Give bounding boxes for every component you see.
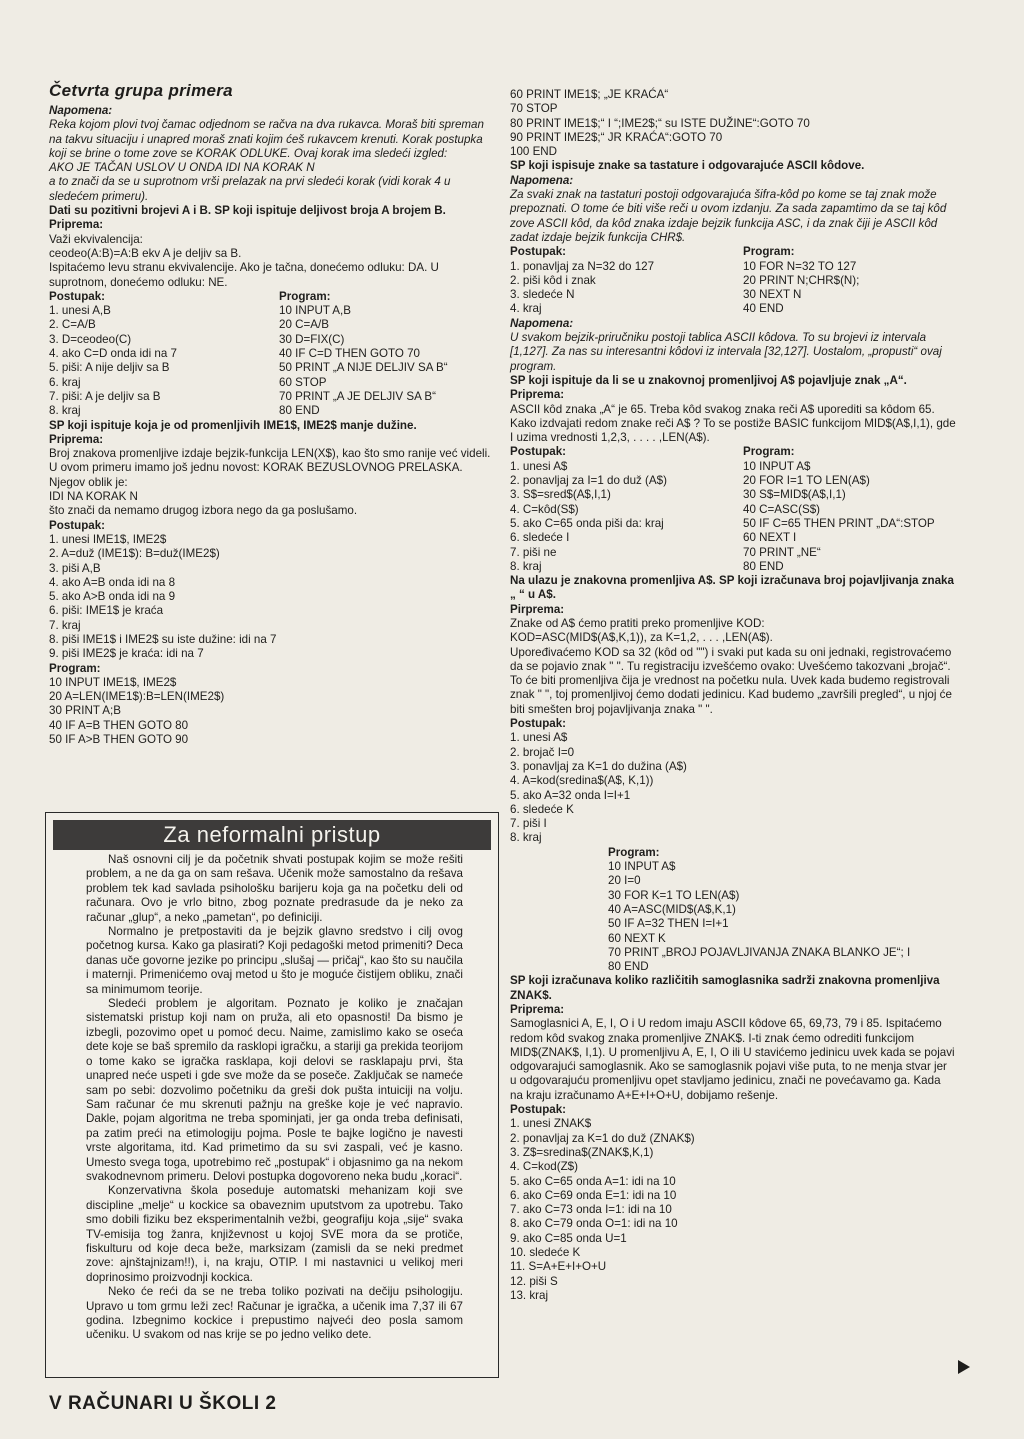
program-line: 30 S$=MID$(A$,I,1) [743,488,846,502]
box-title: Za neformalni pristup [53,820,491,850]
ex1-prep-line: Važi ekvivalencija: [49,232,143,246]
step: 7. piši I [510,817,547,831]
step: 2. brojač I=0 [510,745,575,759]
step: 2. ponavljaj za I=1 do duž (A$) [510,474,667,488]
postupak-label: Postupak: [510,717,567,731]
example-2-heading: SP koji ispituje koja je od promenljivih IME1$, IME2$ manje dužine. [49,418,417,432]
section-title: Četvrta grupa primera [49,81,233,100]
program-line: 10 INPUT A$ [608,860,676,874]
ex2-prep-line: što znači da nemamo drugog izbora nego da ga poslušamo. [49,504,358,518]
program-line: 20 PRINT N;CHR$(N); [743,273,860,287]
prep-label: Priprema: [49,432,104,446]
step: 5. ako A=32 onda I=I+1 [510,788,631,802]
page-footer: V RAČUNARI U ŠKOLI 2 [49,1393,277,1414]
program-line: 50 IF C=65 THEN PRINT „DA“:STOP [743,516,935,530]
example-5-heading: Na ulazu je znakovna promenljiva A$. SP koji izračunava broj pojavljivanja znaka „ “ u A$. [510,574,954,602]
program-line: 30 D=FIX(C) [279,332,345,346]
program-label: Program: [743,245,795,259]
ex2-prep-line: Broj znakova promenljive izdaje bejzik-funkcija LEN(X$), kao što smo ranije već videli. U ovom primeru imamo još jednu novost: KORAK BEZUSLOVNOG PRELASKA. Njegov oblik je: [49,447,491,489]
program-line: 10 INPUT IME1$, IME2$ [49,675,177,689]
ex4-columns [510,445,956,574]
step: 3. D=ceodeo(C) [49,332,132,346]
step: 5. ako C=65 onda piši da: kraj [510,516,664,530]
step: 12. piši S [510,1274,558,1288]
program-line: 80 PRINT IME1$;“ I “;IME2$;“ su ISTE DUŽINE“:GOTO 70 [510,116,810,130]
step: 8. kraj [510,831,542,845]
step: 6. kraj [49,375,81,389]
postupak-label: Postupak: [510,245,567,259]
step: 3. piši A,B [49,561,101,575]
prep-label: Priprema: [510,388,565,402]
step: 9. piši IME2$ je kraća: idi na 7 [49,647,204,661]
ex1-prep-line: Ispitaćemo levu stranu ekvivalencije. Ako je tačna, donećemo odluku: DA. U suprotnom, donećemo odluku: NE. [49,261,439,289]
step: 5. ako A>B onda idi na 9 [49,590,176,604]
program-line: 10 INPUT A,B [279,304,351,318]
step: 1. unesi IME1$, IME2$ [49,532,167,546]
program-line: 60 STOP [279,375,327,389]
step: 1. ponavljaj za N=32 do 127 [510,259,655,273]
ex3-columns [510,245,956,316]
step: 11. S=A+E+I+O+U [510,1260,607,1274]
example-1-heading: Dati su pozitivni brojevi A i B. SP koji ispituje deljivost broja A brojem B. [49,204,446,218]
step: 1. unesi A$ [510,459,568,473]
program-line: 80 END [743,559,784,573]
ex1-columns [49,290,495,419]
ex4-prep: ASCII kôd znaka „A“ je 65. Treba kôd svakog znaka reči A$ uporediti sa kôdom 65. Kako izdvajati redom znake reči A$ ? To se postiže BASIC funkcijom MID$(A$,I,1), gde I uzima vrednosti 1,2,3, . . . . ,LEN(A$). [510,402,956,445]
step: 6. ako C=69 onda E=1: idi na 10 [510,1188,677,1202]
program-line: 30 NEXT N [743,288,802,302]
ex5-prep-line: KOD=ASC(MID$(A$,K,1)), za K=1,2, . . . ,LEN(A$). [510,631,773,645]
postupak-label: Postupak: [510,1103,567,1117]
postupak-label: Postupak: [49,289,106,303]
step: 5. ako C=65 onda A=1: idi na 10 [510,1174,676,1188]
program-line: 20 FOR I=1 TO LEN(A$) [743,474,870,488]
step: 6. sledeće K [510,802,574,816]
step: 2. piši kôd i znak [510,273,596,287]
step: 3. sledeće N [510,288,575,302]
box-paragraph: Konzervativna škola poseduje automatski mehanizam koji sve discipline „melje“ u kockice sa obaveznim uputstvom za upotrebu. Tako smo dobili fiziku bez eksperimentalnih vežbi, geografiju koja „sije“ svaka TV-emisija tog žanra, književnost u kojoj SVE mora da se protiče, fiskulturu od koje deca beže, marksizam (zamisli da se neki predmet zove: ajnštajnizam!!), i, na kraju, OTIP. I mi nastavnici u velikoj meri doprinosimo proizvodnji kockica. [86,1184,463,1284]
left-column [49,80,495,747]
step: 8. ako C=79 onda O=1: idi na 10 [510,1217,678,1231]
ex4-program [743,445,956,574]
ex2-prep-line: IDI NA KORAK N [49,490,138,504]
box-body [86,853,463,1343]
ex3-note-2: U svakom bejzik-priručniku postoji tablica ASCII kôdova. To su brojevi iz intervala [1,127]. Za nas su interesantni kôdovi iz intervala [32,127]. Uostalom, „propusti“ ovaj program. [510,331,942,373]
ex5-prep-line: Upoređivaćemo KOD sa 32 (kôd od "") i svaki put kada su oni jednaki, registrovaćemo da se pojavio znak " ". Tu registraciju izvešćemo ovako: Uvešćemo takozvani „brojač“. To će biti promenljiva čija je vrednost na početku nula. Uvek kada budemo registrovali znak " ", toj promenljivoj ćemo dodati jedinicu. Kad budemo „završili pregled“, u njoj će biti smešten broj pojavljivanja znaka " ". [510,645,952,716]
step: 8. kraj [510,559,542,573]
right-column [510,88,956,1303]
program-line: 20 I=0 [608,874,641,888]
step: 6. piši: IME1$ je kraća [49,604,164,618]
ex3-program [743,245,956,316]
step: 7. piši ne [510,545,557,559]
step: 10. sledeće K [510,1246,581,1260]
program-line: 70 PRINT „A JE DELJIV SA B“ [279,389,437,403]
ex1-program [279,290,495,419]
step: 4. C=kôd(S$) [510,502,579,516]
step: 7. piši: A je deljiv sa B [49,389,161,403]
program-line: 10 FOR N=32 TO 127 [743,259,857,273]
program-line: 20 C=A/B [279,318,329,332]
program-label: Program: [49,661,101,675]
program-line: 30 FOR K=1 TO LEN(A$) [608,888,740,902]
program-line: 30 PRINT A;B [49,704,121,718]
program-line: 90 PRINT IME2$;“ JR KRAĆA“:GOTO 70 [510,130,723,144]
program-label: Program: [279,289,331,303]
step: 9. ako C=85 onda U=1 [510,1231,627,1245]
step: 7. kraj [49,618,81,632]
note-label: Napomena: [510,316,574,330]
program-line: 20 A=LEN(IME1$):B=LEN(IME2$) [49,690,225,704]
box-paragraph: Neko će reći da se ne treba toliko pozivati na dečiju psihologiju. Upravo u tom grmu leži zec! Računar je igračka, a učenik ima 7,37 ili 67 godina. Izbegnimo kockice i prepustimo najveći deo posla samom učeniku. U svakom od nas krije se po jedno veliko dete. [86,1285,463,1342]
step: 1. unesi A$ [510,731,568,745]
ex1-prep-line: ceodeo(A:B)=A:B ekv A je deljiv sa B. [49,246,242,260]
program-line: 40 END [743,302,784,316]
program-line: 10 INPUT A$ [743,459,811,473]
note-text-2: a to znači da se u suprotnom vrši prelazak na prvi sledeći korak (vidi korak 4 u sledećem primeru). [49,175,451,203]
program-line: 50 IF A=32 THEN I=I+1 [608,917,729,931]
program-line: 60 NEXT K [608,931,666,945]
step: 2. ponavljaj za K=1 do duž (ZNAK$) [510,1131,695,1145]
program-line: 40 IF C=D THEN GOTO 70 [279,347,420,361]
program-line: 40 IF A=B THEN GOTO 80 [49,718,189,732]
program-line: 100 END [510,145,558,159]
program-label: Program: [743,445,795,459]
program-line: 60 NEXT I [743,531,797,545]
program-line: 70 STOP [510,102,558,116]
step: 4. ako C=D onda idi na 7 [49,347,177,361]
ex1-steps [49,290,279,419]
ex6-prep: Samoglasnici A, E, I, O i U redom imaju ASCII kôdove 65, 69,73, 79 i 85. Ispitaćemo redom kôd svakog znaka promenljive ZNAK$. I-ti znak ćemo odrediti funkcijom MID$(ZNAK$, I,1). U promenljivu A, E, I, O ili U stavićemo jedinicu uvek kada se pojavi odgovarajući samoglasnik. Ako se samoglasnik pojavi više puta, to ne menja stvar jer u odgovarajuću promenljivu opet stavljamo jedinicu, znači ne povećavamo ga. Kada na kraju izračunamo A+E+I+O+U, dobijamo rešenje. [510,1017,955,1102]
box-paragraph: Sledeći problem je algoritam. Poznato je koliko je značajan sistematski pristup koji nam on pruža, ali eto opasnosti! Da bismo je izbegli, pozovimo opet u pomoć decu. Naime, zamislimo kako se oseća dete koje se baš spremilo da rasklopi igračku, a stariji ga prekida teorijom o tome kako se igračka rasklapa, koji delovi se rasklapaju prvi, šta unapred neće uspeti i gde sve može da se poseče. Zaključak se nameće sam po sebi: dozvolimo početniku da greši dok pušta intuiciji na volju. Sam računar će mu skrenuti pažnju na greške koje je već napravio. Dakle, pojam algoritma ne treba spominjati, jer ga onda treba definisati, pa zatim preći na etimologiju pojma. Posle te bajke logično je navesti vrste algoritama, itd. Kad primetimo da su svi zaspali, već je kasno. Umesto svega toga, upotrebimo reč „postupak“ i objasnimo ga na nekom svakodnevnom primeru. Delovi postupka dogovoreno neka budu „koraci“. [86,997,463,1183]
program-line: 40 A=ASC(MID$(A$,K,1) [608,902,736,916]
pirprema-label: Pirprema: [510,602,565,616]
note-rule: AKO JE TAČAN USLOV U ONDA IDI NA KORAK N [49,161,315,175]
step: 7. ako C=73 onda I=1: idi na 10 [510,1203,672,1217]
step: 13. kraj [510,1288,549,1302]
program-line: 50 IF A>B THEN GOTO 90 [49,733,189,747]
step: 1. unesi A,B [49,304,111,318]
program-line: 40 C=ASC(S$) [743,502,821,516]
box-paragraph: Naš osnovni cilj je da početnik shvati postupak kojim se može rešiti problem, a ne da ga on sam rešava. Učenik može samostalno da rešava problem tek kad savlada psihološku barijeru koja ga na početku deli od računara. Ovo je vrlo bitno, zbog poznate predrasude da je neko za računar „glup“, a neko „pametan“, po definiciji. [86,853,463,924]
step: 3. Z$=sredina$(ZNAK$,K,1) [510,1145,654,1159]
program-line: 70 PRINT „BROJ POJAVLJIVANJA ZNAKA BLANKO JE“; I [608,945,911,959]
program-line: 70 PRINT „NE“ [743,545,821,559]
program-line: 80 END [279,404,320,418]
ex5-prep-line: Znake od A$ ćemo pratiti preko promenljive KOD: [510,616,765,630]
program-line: 60 PRINT IME1$; „JE KRAĆA“ [510,88,669,101]
example-3-heading: SP koji ispisuje znake sa tastature i odgovarajuće ASCII kôdove. [510,159,865,173]
program-label: Program: [608,845,660,859]
postupak-label: Postupak: [510,445,567,459]
step: 3. ponavljaj za K=1 do dužina (A$) [510,759,687,773]
step: 8. piši IME1$ i IME2$ su iste dužine: idi na 7 [49,632,277,646]
example-6-heading: SP koji izračunava koliko različitih samoglasnika sadrži znakovna promenljiva ZNAK$. [510,974,940,1002]
ex5-program [510,846,956,975]
note-text: Reka kojom plovi tvoj čamac odjednom se račva na dva rukavca. Moraš biti spreman na takvu situaciju i unapred moraš znati kojim ćeš rukavcem krenuti. Korak postupka koji se brine o tome zove se KORAK ODLUKE. Ovaj korak ima sledeći izgled: [49,118,484,160]
postupak-label: Postupak: [49,518,106,532]
step: 4. kraj [510,302,542,316]
program-line: 50 PRINT „A NIJE DELJIV SA B“ [279,361,448,375]
step: 6. sledeće I [510,531,570,545]
step: 2. C=A/B [49,318,96,332]
step: 4. A=kod(sredina$(A$, K,1)) [510,774,654,788]
prep-label: Priprema: [510,1003,565,1016]
program-line: 80 END [608,960,649,974]
box-paragraph: Normalno je pretpostaviti da je bejzik glavno sredstvo i cilj ovog početnog kursa. Kako ga plasirati? Koji pedagoški metod primeniti? Deca danas uče govorne jezike po principu „slušaj — pričaj“, kao što su naučila i maternji. Primenićemo ovaj metod u što je moguće čistijem obliku, znači sa minimumom teorije. [86,925,463,996]
sidebar-article-box [45,812,499,1378]
ex4-steps [510,445,743,574]
step: 1. unesi ZNAK$ [510,1117,592,1131]
step: 2. A=duž (IME1$): B=duž(IME2$) [49,547,220,561]
prep-label: Priprema: [49,218,104,232]
example-4-heading: SP koji ispituje da li se u znakovnoj promenljivoj A$ pojavljuje znak „A“. [510,373,907,387]
ex3-steps [510,245,743,316]
continue-arrow-icon [958,1360,970,1374]
step: 5. piši: A nije deljiv sa B [49,361,170,375]
step: 3. S$=sred$(A$,I,1) [510,488,611,502]
step: 4. ako A=B onda idi na 8 [49,575,176,589]
note-label: Napomena: [49,104,113,117]
ex3-note: Za svaki znak na tastaturi postoji odgovarajuća šifra-kôd po kome se taj znak može prepoznati. O tome će biti više reči u ovom izdanju. Za sada zapamtimo da se taj kôd zove ASCII kôd, da kôd znaka izdaje bejzik funkcija ASC, i da znak čiji je ASCII kôd zadat izdaje bejzik funkcija CHR$. [510,188,947,244]
step: 8. kraj [49,404,81,418]
step: 4. C=kod(Z$) [510,1160,578,1174]
note-label: Napomena: [510,173,574,187]
